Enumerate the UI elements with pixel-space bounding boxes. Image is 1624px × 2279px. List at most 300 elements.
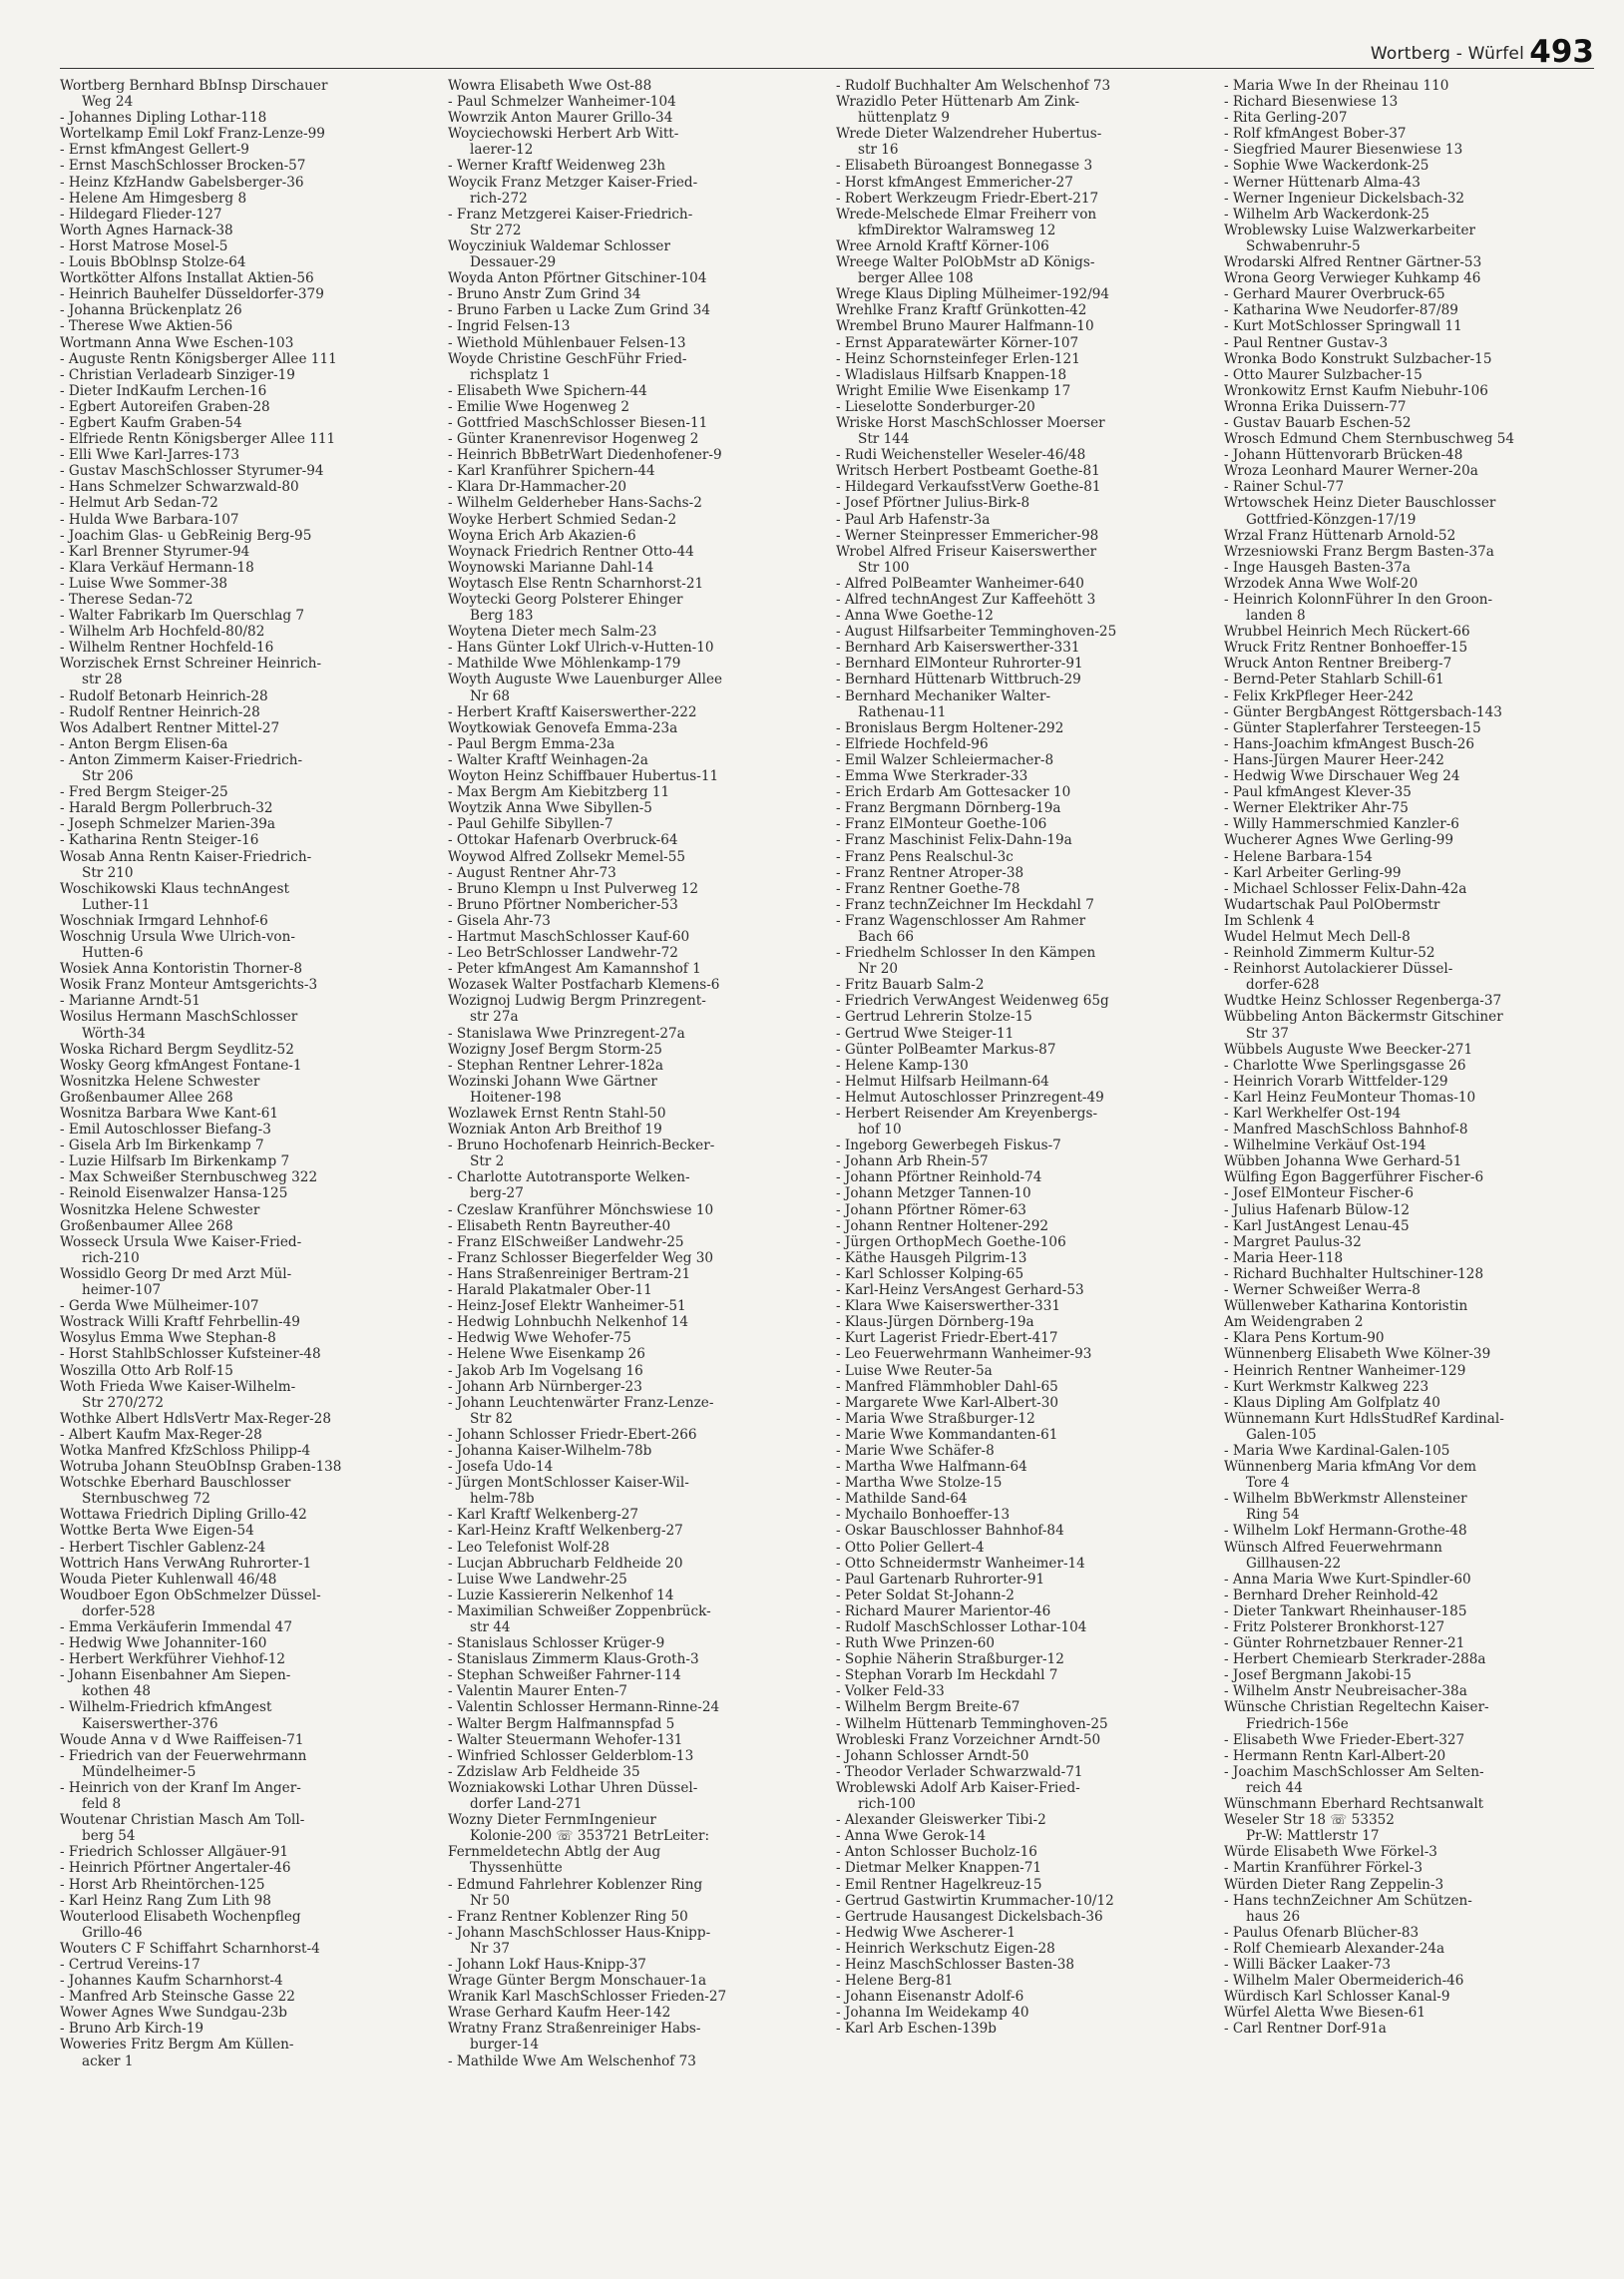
directory-column-4 — [1224, 78, 1596, 2268]
directory-entry: Wottawa Friedrich Dipling Grillo-42 — [60, 1507, 307, 1524]
directory-entry: - Maria Wwe Straßburger-12 — [836, 1410, 1035, 1427]
directory-entry: - Werner Kraftf Weidenweg 23h — [448, 158, 666, 175]
directory-entry: Ring 54 — [1246, 1507, 1300, 1524]
directory-entry: - Klaus-Jürgen Dörnberg-19a — [836, 1314, 1034, 1331]
directory-entry: Woudboer Egon ObSchmelzer Düssel- — [60, 1587, 321, 1603]
directory-entry: Wünsch Alfred Feuerwehrmann — [1224, 1539, 1442, 1556]
directory-entry: - Hans technZeichner Am Schützen- — [1224, 1892, 1472, 1909]
directory-entry: - Helmut Hilfsarb Heilmann-64 — [836, 1073, 1049, 1090]
directory-entry: Wosnitzka Helene Schwester — [60, 1201, 260, 1218]
directory-entry: Woska Richard Bergm Seydlitz-52 — [60, 1041, 294, 1058]
directory-entry: Woschnig Ursula Wwe Ulrich-von- — [60, 928, 295, 945]
directory-entry: - Mathilde Wwe Möhlenkamp-179 — [448, 656, 681, 673]
directory-entry: rich-210 — [82, 1249, 140, 1266]
directory-entry: - Anton Zimmerm Kaiser-Friedrich- — [60, 751, 303, 768]
directory-entry: Wrona Georg Verwieger Kuhkamp 46 — [1224, 270, 1481, 287]
directory-entry: landen 8 — [1246, 608, 1306, 625]
directory-entry: - Johann Pförtner Reinhold-74 — [836, 1169, 1042, 1186]
directory-entry: - Wladislaus Hilfsarb Knappen-18 — [836, 366, 1067, 383]
directory-entry: - Egbert Kaufm Graben-54 — [60, 414, 242, 431]
directory-entry: - Robert Werkzeugm Friedr-Ebert-217 — [836, 190, 1099, 207]
directory-entry: - Willi Bäcker Laaker-73 — [1224, 1956, 1392, 1973]
directory-entry: - Walter Bergm Halfmannspfad 5 — [448, 1715, 675, 1732]
directory-entry: - Mathilde Wwe Am Welschenhof 73 — [448, 2052, 696, 2069]
directory-entry: - Josef ElMonteur Fischer-6 — [1224, 1185, 1415, 1202]
directory-entry: - Horst kfmAngest Emmericher-27 — [836, 174, 1073, 191]
directory-entry: Pr-W: Mattlerstr 17 — [1246, 1828, 1380, 1845]
directory-entry: Wudtke Heinz Schlosser Regenberga-37 — [1224, 993, 1502, 1010]
directory-entry: - Zdzislaw Arb Feldheide 35 — [448, 1763, 640, 1780]
directory-entry: Großenbaumer Allee 268 — [60, 1217, 233, 1234]
directory-entry: - Valentin Maurer Enten-7 — [448, 1683, 627, 1700]
directory-entry: heimer-107 — [82, 1282, 162, 1299]
directory-entry: Str 206 — [82, 768, 134, 785]
directory-entry: - Martha Wwe Stolze-15 — [836, 1475, 1003, 1492]
directory-entry: Woszilla Otto Arb Rolf-15 — [60, 1362, 233, 1379]
directory-entry: Friedrich-156e — [1246, 1715, 1349, 1732]
directory-entry: - Harald Bergm Pollerbruch-32 — [60, 800, 273, 817]
directory-entry: - Peter Soldat St-Johann-2 — [836, 1587, 1015, 1603]
directory-entry: Wüllenweber Katharina Kontoristin — [1224, 1298, 1468, 1315]
directory-entry: Wosiek Anna Kontoristin Thorner-8 — [60, 961, 303, 978]
directory-entry: - Ottokar Hafenarb Overbruck-64 — [448, 832, 678, 849]
directory-entry: reich 44 — [1246, 1779, 1303, 1796]
directory-entry: Str 144 — [858, 431, 910, 448]
directory-entry: Wrembel Bruno Maurer Halfmann-10 — [836, 318, 1094, 335]
directory-column-3 — [836, 78, 1208, 2268]
directory-entry: Kaiserswerther-376 — [82, 1715, 218, 1732]
directory-entry: - Heinrich Pförtner Angertaler-46 — [60, 1860, 291, 1877]
directory-entry: - Leo Telefonist Wolf-28 — [448, 1539, 610, 1556]
directory-entry: - Franz Maschinist Felix-Dahn-19a — [836, 832, 1072, 849]
directory-entry: - Kurt MotSchlosser Springwall 11 — [1224, 318, 1462, 335]
directory-entry: haus 26 — [1246, 1908, 1301, 1925]
directory-entry: Nr 50 — [470, 1892, 511, 1909]
directory-entry: rich-100 — [858, 1796, 916, 1813]
directory-entry: - Gustav MaschSchlosser Styrumer-94 — [60, 463, 324, 480]
directory-entry: - Rudolf MaschSchlosser Lothar-104 — [836, 1619, 1087, 1635]
directory-entry: - Maria Wwe Kardinal-Galen-105 — [1224, 1442, 1450, 1459]
directory-entry: Wosylus Emma Wwe Stephan-8 — [60, 1330, 276, 1347]
directory-entry: - Alfred PolBeamter Wanheimer-640 — [836, 575, 1084, 592]
directory-entry: str 27a — [470, 1009, 519, 1026]
directory-entry: - Franz Wagenschlosser Am Rahmer — [836, 912, 1086, 929]
directory-entry: Wosseck Ursula Wwe Kaiser-Fried- — [60, 1233, 302, 1250]
directory-entry: Wrazidlo Peter Hüttenarb Am Zink- — [836, 94, 1080, 111]
directory-entry: Wucherer Agnes Wwe Gerling-99 — [1224, 832, 1453, 849]
directory-entry: Woutenar Christian Masch Am Toll- — [60, 1812, 305, 1829]
directory-entry: Wratny Franz Straßenreiniger Habs- — [448, 2021, 701, 2038]
directory-entry: - Joseph Schmelzer Marien-39a — [60, 816, 275, 833]
directory-entry: Woytasch Else Rentn Scharnhorst-21 — [448, 575, 704, 592]
directory-entry: Writsch Herbert Postbeamt Goethe-81 — [836, 463, 1100, 480]
directory-entry: Nr 68 — [470, 687, 511, 704]
directory-entry: - Heinrich Rentner Wanheimer-129 — [1224, 1362, 1466, 1379]
directory-entry: Fernmeldetechn Abtlg der Aug — [448, 1844, 661, 1861]
directory-entry: Wrede-Melschede Elmar Freiherr von — [836, 206, 1097, 223]
directory-entry: - Klara Dr-Hammacher-20 — [448, 479, 627, 496]
directory-entry: - Walter Fabrikarb Im Querschlag 7 — [60, 608, 304, 625]
directory-entry: Wrzal Franz Hüttenarb Arnold-52 — [1224, 527, 1456, 544]
directory-entry: Galen-105 — [1246, 1426, 1317, 1443]
directory-entry: - Theodor Verlader Schwarzwald-71 — [836, 1763, 1083, 1780]
directory-entry: Wübben Johanna Wwe Gerhard-51 — [1224, 1153, 1462, 1170]
directory-entry: Woyde Christine GeschFühr Fried- — [448, 350, 687, 367]
directory-entry: Woyciechowski Herbert Arb Witt- — [448, 126, 679, 143]
directory-entry: - Karl Arbeiter Gerling-99 — [1224, 864, 1402, 881]
directory-entry: - Johanna Kaiser-Wilhelm-78b — [448, 1442, 652, 1459]
directory-entry: - Wilhelmine Verkäuf Ost-194 — [1224, 1138, 1426, 1154]
directory-entry: - Anna Wwe Goethe-12 — [836, 608, 994, 625]
directory-entry: - Helmut Arb Sedan-72 — [60, 495, 218, 512]
directory-entry: - Ingeborg Gewerbegeh Fiskus-7 — [836, 1138, 1061, 1154]
directory-entry: - Bruno Hochofenarb Heinrich-Becker- — [448, 1138, 715, 1154]
directory-entry: - Werner Ingenieur Dickelsbach-32 — [1224, 190, 1465, 207]
directory-entry: berg 54 — [82, 1828, 136, 1845]
directory-entry: - Helene Kamp-130 — [836, 1057, 969, 1074]
directory-entry: Im Schlenk 4 — [1224, 912, 1315, 929]
directory-entry: Wouterlood Elisabeth Wochenpfleg — [60, 1908, 301, 1925]
directory-entry: Wünschmann Eberhard Rechtsanwalt — [1224, 1796, 1484, 1813]
directory-entry: Wrehlke Franz Kraftf Grünkotten-42 — [836, 302, 1087, 319]
directory-entry: - Elisabeth Wwe Frieder-Ebert-327 — [1224, 1731, 1465, 1748]
directory-entry: - Heinz KfzHandw Gabelsberger-36 — [60, 174, 304, 191]
directory-entry: Woyda Anton Pförtner Gitschiner-104 — [448, 270, 707, 287]
directory-entry: - Bernd-Peter Stahlarb Schill-61 — [1224, 672, 1444, 688]
directory-entry: - Johann Lokf Haus-Knipp-37 — [448, 1956, 646, 1973]
directory-entry: Wortelkamp Emil Lokf Franz-Lenze-99 — [60, 126, 325, 143]
directory-entry: Woycik Franz Metzger Kaiser-Fried- — [448, 174, 698, 191]
directory-entry: Weg 24 — [82, 94, 134, 111]
directory-entry: helm-78b — [470, 1491, 535, 1508]
directory-entry: - Elfriede Rentn Königsberger Allee 111 — [60, 431, 336, 448]
directory-entry: - Lucjan Abbrucharb Feldheide 20 — [448, 1555, 683, 1572]
directory-entry: - Emma Wwe Sterkrader-33 — [836, 768, 1028, 785]
directory-entry: - Gisela Ahr-73 — [448, 912, 551, 929]
directory-entry: - Rainer Schul-77 — [1224, 479, 1345, 496]
directory-entry: berger Allee 108 — [858, 270, 974, 287]
directory-entry: Wronna Erika Duissern-77 — [1224, 398, 1407, 415]
page-header — [60, 28, 1594, 69]
directory-entry: - Franz Schlosser Biegerfelder Weg 30 — [448, 1249, 714, 1266]
directory-entry: - Reinhorst Autolackierer Düssel- — [1224, 961, 1453, 978]
directory-entry: - Bernhard Arb Kaiserswerther-331 — [836, 640, 1080, 657]
directory-entry: - Bernhard Mechaniker Walter- — [836, 687, 1051, 704]
directory-entry: - Mychailo Bonhoeffer-13 — [836, 1507, 1011, 1524]
directory-entry: Wrede Dieter Walzendreher Hubertus- — [836, 126, 1102, 143]
directory-entry: - Wilhelm Rentner Hochfeld-16 — [60, 640, 274, 657]
directory-entry: Wosab Anna Rentn Kaiser-Friedrich- — [60, 848, 312, 865]
directory-entry: - Marie Wwe Schäfer-8 — [836, 1442, 995, 1459]
directory-entry: - Franz technZeichner Im Heckdahl 7 — [836, 896, 1094, 913]
directory-entry: - Karl Arb Eschen-139b — [836, 2021, 997, 2038]
directory-entry: - Charlotte Autotransporte Welken- — [448, 1169, 690, 1186]
directory-entry: Wrubbel Heinrich Mech Rückert-66 — [1224, 624, 1470, 641]
directory-entry: - Katharina Wwe Neudorfer-87/89 — [1224, 302, 1458, 319]
directory-entry: Wozignoj Ludwig Bergm Prinzregent- — [448, 993, 706, 1010]
directory-entry: - Ruth Wwe Prinzen-60 — [836, 1635, 996, 1652]
directory-entry: Woynack Friedrich Rentner Otto-44 — [448, 543, 694, 560]
directory-entry: Wronka Bodo Konstrukt Sulzbacher-15 — [1224, 350, 1492, 367]
directory-entry: Hoitener-198 — [470, 1089, 562, 1106]
directory-entry: laerer-12 — [470, 142, 534, 159]
directory-entry: Wozinski Johann Wwe Gärtner — [448, 1073, 657, 1090]
directory-entry: Luther-11 — [82, 896, 151, 913]
directory-entry: Wortkötter Alfons Installat Aktien-56 — [60, 270, 314, 287]
directory-entry: - Felix KrkPfleger Heer-242 — [1224, 687, 1415, 704]
directory-entry: - Franz Rentner Goethe-78 — [836, 880, 1020, 897]
directory-entry: - Günter BergbAngest Röttgersbach-143 — [1224, 703, 1502, 720]
directory-entry: Worzischek Ernst Schreiner Heinrich- — [60, 656, 322, 673]
directory-entry: - Wilhelm-Friedrich kfmAngest — [60, 1699, 272, 1716]
directory-entry: Wrodarski Alfred Rentner Gärtner-53 — [1224, 254, 1482, 271]
directory-entry: Woude Anna v d Wwe Raiffeisen-71 — [60, 1731, 304, 1748]
directory-entry: Wübbels Auguste Wwe Beecker-271 — [1224, 1041, 1473, 1058]
directory-entry: Wrase Gerhard Kaufm Heer-142 — [448, 2005, 671, 2022]
directory-entry: Kolonie-200 ☏ 353721 BetrLeiter: — [470, 1828, 710, 1845]
directory-entry: Str 37 — [1246, 1025, 1289, 1042]
directory-entry: - Herbert Reisender Am Kreyenbergs- — [836, 1106, 1098, 1122]
directory-entry: - Paul Rentner Gustav-3 — [1224, 334, 1389, 351]
directory-entry: feld 8 — [82, 1796, 122, 1813]
directory-entry: - Gertrud Lehrerin Stolze-15 — [836, 1009, 1032, 1026]
directory-entry: - Johanna Im Weidekamp 40 — [836, 2005, 1029, 2022]
directory-entry: - Johann Schlosser Friedr-Ebert-266 — [448, 1426, 697, 1443]
directory-entry: - Luzie Hilfsarb Im Birkenkamp 7 — [60, 1153, 290, 1170]
directory-entry: - Richard Biesenwiese 13 — [1224, 94, 1399, 111]
directory-entry: hof 10 — [858, 1122, 902, 1139]
directory-entry: - Bernhard ElMonteur Ruhrorter-91 — [836, 656, 1083, 673]
directory-entry: - Karl-Heinz Kraftf Welkenberg-27 — [448, 1523, 683, 1540]
directory-entry: - Siegfried Maurer Biesenwiese 13 — [1224, 142, 1463, 159]
directory-entry: - Max Bergm Am Kiebitzberg 11 — [448, 784, 670, 801]
directory-entry: - Michael Schlosser Felix-Dahn-42a — [1224, 880, 1467, 897]
directory-entry: - Franz Bergmann Dörnberg-19a — [836, 800, 1061, 817]
directory-entry: - Jürgen MontSchlosser Kaiser-Wil- — [448, 1475, 689, 1492]
directory-entry: Woschniak Irmgard Lehnhof-6 — [60, 912, 268, 929]
directory-entry: - Maximilian Schweißer Zoppenbrück- — [448, 1602, 711, 1619]
directory-entry: Wrege Klaus Dipling Mülheimer-192/94 — [836, 286, 1110, 303]
directory-entry: Wrage Günter Bergm Monschauer-1a — [448, 1973, 707, 1990]
directory-entry: - Helene Am Himgesberg 8 — [60, 190, 247, 207]
directory-entry: - Otto Maurer Sulzbacher-15 — [1224, 366, 1422, 383]
directory-entry: - Friedrich van der Feuerwehrmann — [60, 1747, 307, 1764]
directory-entry: - Alexander Gleiswerker Tibi-2 — [836, 1812, 1046, 1829]
directory-entry: - Bruno Anstr Zum Grind 34 — [448, 286, 641, 303]
directory-entry: - Fritz Polsterer Bronkhorst-127 — [1224, 1619, 1445, 1635]
directory-entry: - Elfriede Hochfeld-96 — [836, 735, 989, 752]
directory-entry: - Rolf kfmAngest Bober-37 — [1224, 126, 1407, 143]
page-number: 493 — [1529, 34, 1594, 70]
directory-column-2 — [448, 78, 820, 2268]
directory-entry: Wriske Horst MaschSchlosser Moerser — [836, 414, 1105, 431]
directory-entry: - Luise Wwe Reuter-5a — [836, 1362, 993, 1379]
directory-entry: - Horst Arb Rheintörchen-125 — [60, 1876, 265, 1893]
directory-entry: - Sophie Näherin Straßburger-12 — [836, 1651, 1064, 1668]
directory-entry: - Johannes Kaufm Scharnhorst-4 — [60, 1973, 283, 1990]
directory-entry: - Karl JustAngest Lenau-45 — [1224, 1217, 1410, 1234]
directory-entry: - Hedwig Lohnbuchh Nelkenhof 14 — [448, 1314, 689, 1331]
directory-entry: - Johann Metzger Tannen-10 — [836, 1185, 1031, 1202]
directory-entry: - Julius Hafenarb Bülow-12 — [1224, 1201, 1411, 1218]
directory-entry: Würden Dieter Rang Zeppelin-3 — [1224, 1876, 1444, 1893]
directory-entry: - Klara Wwe Kaiserswerther-331 — [836, 1298, 1061, 1315]
directory-entry: - Gerhard Maurer Overbruck-65 — [1224, 286, 1445, 303]
directory-entry: Wudel Helmut Mech Dell-8 — [1224, 928, 1411, 945]
directory-entry: - Hans-Jürgen Maurer Heer-242 — [1224, 751, 1444, 768]
directory-entry: - Dieter Tankwart Rheinhauser-185 — [1224, 1602, 1467, 1619]
directory-entry: Wottke Berta Wwe Eigen-54 — [60, 1523, 254, 1540]
directory-entry: - Johannes Dipling Lothar-118 — [60, 110, 267, 127]
directory-entry: - Johann Schlosser Arndt-50 — [836, 1747, 1029, 1764]
directory-entry: - Bernhard Dreher Reinhold-42 — [1224, 1587, 1438, 1603]
directory-entry: Nr 37 — [470, 1940, 511, 1957]
directory-entry: - Stephan Vorarb Im Heckdahl 7 — [836, 1667, 1058, 1684]
directory-entry: - Gerda Wwe Mülheimer-107 — [60, 1298, 259, 1315]
directory-entry: - Walter Steuermann Wehofer-131 — [448, 1731, 683, 1748]
directory-entry: - Werner Hüttenarb Alma-43 — [1224, 174, 1421, 191]
directory-entry: - Inge Hausgeh Basten-37a — [1224, 559, 1411, 576]
directory-entry: Wruck Anton Rentner Breiberg-7 — [1224, 656, 1452, 673]
directory-entry: Wozniakowski Lothar Uhren Düssel- — [448, 1779, 698, 1796]
directory-entry: - Joachim Glas- u GebReinig Berg-95 — [60, 527, 312, 544]
directory-entry: - Heinrich BbBetrWart Diedenhofener-9 — [448, 447, 722, 464]
directory-entry: Woyth Auguste Wwe Lauenburger Allee — [448, 672, 723, 688]
directory-entry: - Martha Wwe Halfmann-64 — [836, 1459, 1027, 1476]
directory-entry: Großenbaumer Allee 268 — [60, 1089, 233, 1106]
directory-entry: - Hulda Wwe Barbara-107 — [60, 511, 239, 528]
directory-entry: - Rudolf Rentner Heinrich-28 — [60, 703, 260, 720]
directory-entry: - Rudolf Betonarb Heinrich-28 — [60, 687, 268, 704]
directory-entry: - Heinrich KolonnFührer In den Groon- — [1224, 592, 1493, 608]
directory-entry: Woycziniuk Waldemar Schlosser — [448, 237, 670, 254]
directory-entry: Tore 4 — [1246, 1475, 1290, 1492]
directory-entry: Woytkowiak Genovefa Emma-23a — [448, 719, 678, 736]
directory-entry: str 28 — [82, 672, 123, 688]
directory-entry: - Bruno Farben u Lacke Zum Grind 34 — [448, 302, 710, 319]
directory-entry: - Elisabeth Wwe Spichern-44 — [448, 382, 647, 399]
directory-entry: Wroblewsky Luise Walzwerkarbeiter — [1224, 222, 1475, 238]
directory-entry: - Heinz-Josef Elektr Wanheimer-51 — [448, 1298, 686, 1315]
directory-entry: Wostrack Willi Kraftf Fehrbellin-49 — [60, 1314, 300, 1331]
directory-entry: - Wilhelm Maler Obermeiderich-46 — [1224, 1973, 1464, 1990]
directory-entry: Wrobleski Franz Vorzeichner Arndt-50 — [836, 1731, 1101, 1748]
directory-entry: Wronkowitz Ernst Kaufm Niebuhr-106 — [1224, 382, 1488, 399]
directory-entry: Bach 66 — [858, 928, 915, 945]
directory-entry: berg-27 — [470, 1185, 524, 1202]
directory-entry: - Joachim MaschSchlosser Am Selten- — [1224, 1763, 1484, 1780]
directory-entry: Wrosch Edmund Chem Sternbuschweg 54 — [1224, 431, 1515, 448]
directory-entry: - Franz Pens Realschul-3c — [836, 848, 1014, 865]
directory-entry: - August Hilfsarbeiter Temminghoven-25 — [836, 624, 1117, 641]
directory-entry: - Auguste Rentn Königsberger Allee 111 — [60, 350, 337, 367]
directory-entry: - Johann Pförtner Römer-63 — [836, 1201, 1026, 1218]
directory-entry: - Manfred Flämmhobler Dahl-65 — [836, 1378, 1058, 1395]
directory-entry: - Klara Verkäuf Hermann-18 — [60, 559, 254, 576]
directory-entry: - Margret Paulus-32 — [1224, 1233, 1362, 1250]
directory-entry: - Josef Pförtner Julius-Birk-8 — [836, 495, 1030, 512]
directory-entry: Wünsche Christian Regeltechn Kaiser- — [1224, 1699, 1489, 1716]
directory-entry: dorfer-628 — [1246, 977, 1320, 994]
directory-entry: - Paul kfmAngest Klever-35 — [1224, 784, 1412, 801]
directory-entry: - Harald Plakatmaler Ober-11 — [448, 1282, 652, 1299]
directory-entry: - Marianne Arndt-51 — [60, 993, 201, 1010]
directory-entry: Wreege Walter PolObMstr aD Königs- — [836, 254, 1095, 271]
directory-entry: - Louis BbOblnsp Stolze-64 — [60, 254, 246, 271]
directory-entry: - Kurt Werkmstr Kalkweg 223 — [1224, 1378, 1429, 1395]
directory-entry: rich-272 — [470, 190, 528, 207]
directory-entry: - Stephan Schweißer Fahrner-114 — [448, 1667, 681, 1684]
directory-entry: - Bruno Pförtner Nombericher-53 — [448, 896, 678, 913]
directory-entry: Wünnenberg Maria kfmAng Vor dem — [1224, 1459, 1477, 1476]
directory-entry: - Wilhelm Gelderheber Hans-Sachs-2 — [448, 495, 702, 512]
directory-entry: Wright Emilie Wwe Eisenkamp 17 — [836, 382, 1071, 399]
directory-entry: - Wilhelm Hüttenarb Temminghoven-25 — [836, 1715, 1108, 1732]
directory-entry: - Klara Pens Kortum-90 — [1224, 1330, 1385, 1347]
directory-entry: Wosnitzka Helene Schwester — [60, 1073, 260, 1090]
directory-entry: - Josefa Udo-14 — [448, 1459, 554, 1476]
directory-entry: Worth Agnes Harnack-38 — [60, 222, 233, 238]
directory-entry: - Otto Polier Gellert-4 — [836, 1539, 985, 1556]
directory-entry: Wotka Manfred KfzSchloss Philipp-4 — [60, 1442, 311, 1459]
directory-entry: - Leo BetrSchlosser Landwehr-72 — [448, 945, 678, 962]
directory-entry: Grillo-46 — [82, 1924, 143, 1941]
directory-entry: - Johann Hüttenvorarb Brücken-48 — [1224, 447, 1463, 464]
directory-entry: - Hildegard VerkaufsstVerw Goethe-81 — [836, 479, 1101, 496]
directory-entry: - Otto Schneidermstr Wanheimer-14 — [836, 1555, 1085, 1572]
directory-entry: Wroza Leonhard Maurer Werner-20a — [1224, 463, 1478, 480]
directory-entry: - Helmut Autoschlosser Prinzregent-49 — [836, 1089, 1104, 1106]
directory-entry: - Helene Barbara-154 — [1224, 848, 1373, 865]
directory-entry: Berg 183 — [470, 608, 534, 625]
directory-entry: kfmDirektor Walramsweg 12 — [858, 222, 1056, 238]
directory-entry: - Emil Walzer Schleiermacher-8 — [836, 751, 1054, 768]
directory-entry: Wülfing Egon Baggerführer Fischer-6 — [1224, 1169, 1484, 1186]
directory-entry: - Winfried Schlosser Gelderblom-13 — [448, 1747, 694, 1764]
directory-entry: - Wiethold Mühlenbauer Felsen-13 — [448, 334, 686, 351]
directory-entry: - Reinhold Zimmerm Kultur-52 — [1224, 945, 1435, 962]
directory-entry: Wower Agnes Wwe Sundgau-23b — [60, 2005, 288, 2022]
directory-entry: - Emil Autoschlosser Biefang-3 — [60, 1122, 271, 1139]
directory-entry: Woweries Fritz Bergm Am Küllen- — [60, 2037, 294, 2053]
directory-entry: - Gisela Arb Im Birkenkamp 7 — [60, 1138, 264, 1154]
directory-entry: - Elisabeth Rentn Bayreuther-40 — [448, 1217, 671, 1234]
directory-entry: Str 82 — [470, 1410, 513, 1427]
directory-entry: - Max Schweißer Sternbuschweg 322 — [60, 1169, 318, 1186]
directory-entry: Wouters C F Schiffahrt Scharnhorst-4 — [60, 1940, 320, 1957]
directory-entry: Woyna Erich Arb Akazien-6 — [448, 527, 636, 544]
directory-entry: Wowra Elisabeth Wwe Ost-88 — [448, 78, 652, 94]
directory-entry: Wörth-34 — [82, 1025, 146, 1042]
directory-entry: - Maria Wwe In der Rheinau 110 — [1224, 78, 1449, 94]
directory-entry: - Wilhelm BbWerkmstr Allensteiner — [1224, 1491, 1467, 1508]
directory-entry: - Friedhelm Schlosser In den Kämpen — [836, 945, 1096, 962]
directory-entry: Wozigny Josef Bergm Storm-25 — [448, 1041, 662, 1058]
directory-entry: Woschikowski Klaus technAngest — [60, 880, 289, 897]
directory-entry: - Manfred Arb Steinsche Gasse 22 — [60, 1989, 295, 2006]
directory-entry: - Johanna Brückenplatz 26 — [60, 302, 242, 319]
directory-entry: Wree Arnold Kraftf Körner-106 — [836, 237, 1049, 254]
directory-entry: Weseler Str 18 ☏ 53352 — [1224, 1812, 1395, 1829]
directory-entry: Wosky Georg kfmAngest Fontane-1 — [60, 1057, 302, 1074]
directory-entry: - Egbert Autoreifen Graben-28 — [60, 398, 270, 415]
directory-entry: - Paulus Ofenarb Blücher-83 — [1224, 1924, 1420, 1941]
directory-entry: - Hans Günter Lokf Ulrich-v-Hutten-10 — [448, 640, 714, 657]
directory-entry: - Johann Rentner Holtener-292 — [836, 1217, 1049, 1234]
directory-entry: - Rudi Weichensteller Weseler-46/48 — [836, 447, 1086, 464]
directory-entry: - Ingrid Felsen-13 — [448, 318, 571, 335]
directory-entry: - Paul Schmelzer Wanheimer-104 — [448, 94, 676, 111]
